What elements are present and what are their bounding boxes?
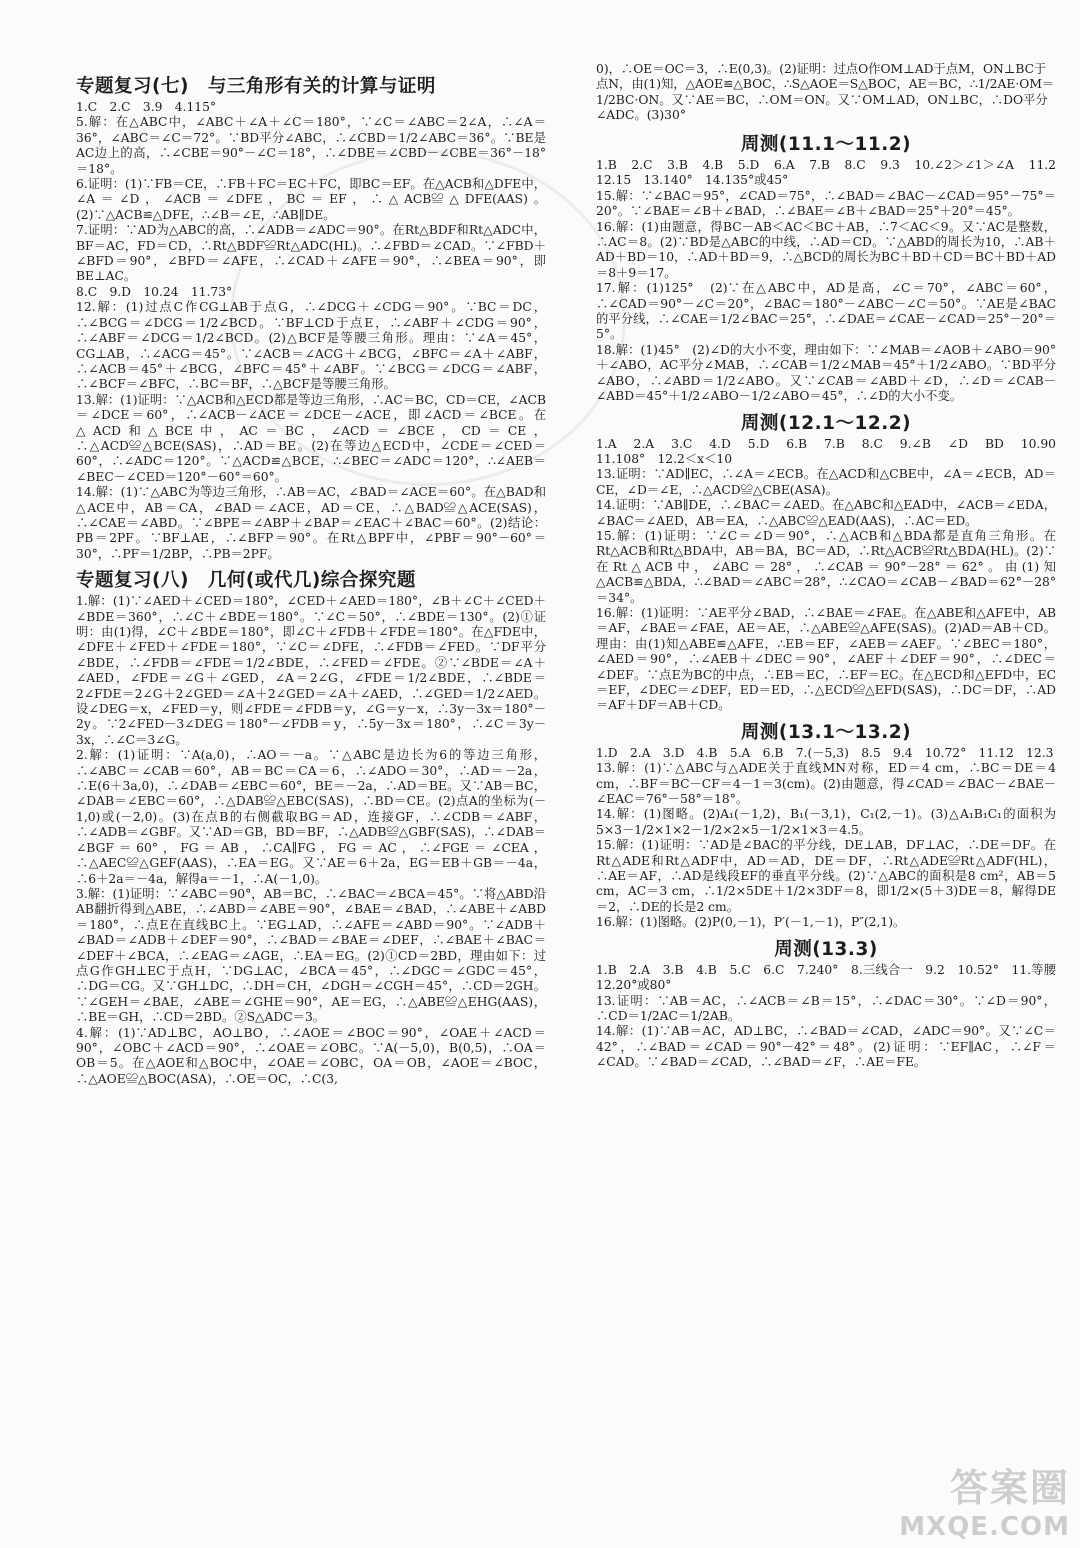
- answer-line: 1.C 2.C 3.9 4.115°: [76, 100, 217, 114]
- answer-line: 13.解：(1)证明：∵△ACB和△ECD都是等边三角形，∴AC＝BC，CD＝CE，∠ACB＝∠DCE＝60°，∴∠ACB－∠ACE＝∠DCE－∠ACE，即∠ACD＝∠BCE。在△ACD和△BCE中，AC＝BC，∠ACD＝∠BCE，CD＝CE，∴△ACD≌△BCE(SAS)，∴AD＝BE。(2)在等边△ECD中，∠CDE＝∠CED＝60°，∴∠ADC＝120°。∵△ACD≌△BCE，∴∠BEC＝∠ADC＝120°，∴∠AEB＝∠BEC－∠CED＝120°－60°＝60°。: [76, 392, 546, 484]
- answer-line: 17.解：(1)125° (2)∵在△ABC中，AD是高，∠C＝70°，∠ABC＝60°，∴∠CAD＝90°－∠C＝20°，∠BAC＝180°－∠ABC－∠C＝50°。∵AE是∠BAC的平分线，∴∠CAE＝1/2∠BAC＝25°，∴∠DAE＝∠CAE－∠CAD＝25°－20°＝5°。: [596, 281, 1056, 342]
- section-title-review-8: 专题复习(八) 几何(或代几)综合探究题: [76, 570, 416, 592]
- answer-line: 14.解：(1)∵AB＝AC，AD⊥BC，∴∠BAD＝∠CAD，∠ADC＝90°。又∵∠C＝42°，∴∠BAD＝∠CAD＝90°－42°＝48°。(2)证明：∵EF∥AC，∴∠F＝∠CAD。∵∠BAD＝∠CAD，∴∠BAD＝∠F，∴AE＝FE。: [596, 1024, 1056, 1070]
- answer-line: 4.解：(1)∵AD⊥BC，AO⊥BO，∴∠AOE＝∠BOC＝90°，∠OAE＋∠ACD＝90°，∠OBC＋∠ACD＝90°，∴∠OAE＝∠OBC。∵A(－5,0)，B(0,5)，∴OA＝OB＝5。在△AOE和△BOC中，∠OAE＝∠OBC，OA＝OB，∠AOE＝∠BOC，∴△AOE≌△BOC(ASA)，∴OE＝OC，∴C(3,: [76, 1025, 546, 1086]
- answer-line: 13.解：(1)∵△ABC与△ADE关于直线MN对称，ED＝4 cm，∴BC＝DE＝4 cm，∴BF＝BC－CF＝4－1＝3(cm)。(2)由题意，得∠CAD＝∠BAC－∠BAE－∠EAC＝76°－58°＝18°。: [596, 761, 1056, 807]
- answer-line: 1.A 2.A 3.C 4.D 5.D 6.B 7.B 8.C 9.∠B ∠D BD 10.90 11.108° 12.2＜x＜10: [596, 436, 1069, 466]
- section-title-review-7: 专题复习(七) 与三角形有关的计算与证明: [76, 76, 436, 97]
- right-column: [596, 126, 1069, 1071]
- answer-line: 13.证明：∵AB＝AC，∴∠ACB＝∠B＝15°，∴∠DAC＝30°。∵∠D＝90°，∴CD＝1/2AC＝1/2AB。: [596, 993, 1056, 1023]
- watermark-logo-text: 答案圈: [949, 1466, 1070, 1510]
- answer-line: 5.解：在△ABC中，∠ABC＋∠A＋∠C＝180°，∵∠C＝∠ABC＝2∠A，∴∠A＝36°，∠ABC＝∠C＝72°。∵BD平分∠ABC，∴∠CBD＝1/2∠ABC＝36°。∵BE是AC边上的高，∴∠CBE＝90°－∠C＝18°，∴∠DBE＝∠CBD－∠CBE＝36°－18°＝18°。: [76, 115, 546, 176]
- site-watermark: [899, 1457, 1070, 1542]
- answer-line: 14.解：(1)图略。(2)A₁(－1,2)，B₁(－3,1)，C₁(2,－1)。(3)△A₁B₁C₁的面积为5×3－1/2×1×2－1/2×2×5－1/2×1×3＝4.5。: [596, 807, 1056, 837]
- answer-line: 15.解：∵∠BAC＝95°，∠CAD＝75°，∴∠BAD＝∠BAC－∠CAD＝95°－75°＝20°。∵∠BAE＝∠B＋∠BAD，∴∠BAE＝∠B＋∠BAD＝25°＋20°＝45°。: [596, 188, 1056, 219]
- answer-line: 6.证明：(1)∵FB＝CE，∴FB＋FC＝EC＋FC，即BC＝EF。在△ACB和△DFE中，∠A＝∠D，∠ACB＝∠DFE，BC＝EF，∴△ACB≌△DFE(AAS)。(2)∵△ACB≌△DFE，∴∠B＝∠E，∴AB∥DE。: [76, 177, 546, 222]
- answer-line: 16.解：(1)图略。(2)P(0,－1)，P′(－1,－1)，P″(2,1)。: [596, 915, 906, 930]
- answer-line: 7.证明：∵AD为△ABC的高，∴∠ADB＝∠ADC＝90°。在Rt△BDF和Rt△ADC中，BF＝AC，FD＝CD，∴Rt△BDF≌Rt△ADC(HL)。∴∠FBD＝∠CAD。∵∠FBD＋∠BFD＝90°，∠BFD＝∠AFE，∴∠CAD＋∠AFE＝90°，∴∠BEA＝90°，即BE⊥AC。: [76, 223, 546, 284]
- answer-line: 14.解：(1)∵△ABC为等边三角形，∴AB＝AC，∠BAD＝∠ACE＝60°。在△BAD和△ACE中，AB＝CA，∠BAD＝∠ACE，AD＝CE，∴△BAD≌△ACE(SAS)，∴∠CAE＝∠ABD。∵∠BPE＝∠ABP＋∠BAP＝∠EAC＋∠BAC＝60°。(2)结论：PB＝2PF。∵BF⊥AE，∴∠BFP＝90°。在Rt△BPF中，∠PBF＝90°－60°＝30°，∴PF＝1/2BP，∴PB＝2PF。: [76, 485, 546, 561]
- section-title-week-13b: 周测(13.3): [774, 938, 878, 960]
- section-title-week-13a: 周测(13.1～13.2): [740, 721, 912, 743]
- carry-over-line: 0)，∴OE＝OC＝3，∴E(0,3)。(2)证明：过点O作OM⊥AD于点M，ON⊥BC于点N，由(1)知，△AOE≌△BOC，∴S△AOE＝S△BOC，AE＝BC，∴1/2AE·OM＝1/2BC·ON。又∵AE＝BC，∴OM＝ON。又∵OM⊥AD，ON⊥BC，∴DO平分∠ADC。(3)30°: [596, 62, 1055, 123]
- answer-line: 3.解：(1)证明：∵∠ABC＝90°，AB＝BC，∴∠BAC＝∠BCA＝45°。∵将△ABD沿AB翻折得到△ABE，∴∠ABD＝∠ABE＝90°，∠BAE＝∠BAD，∴∠ABE＋∠ABD＝180°，∴点E在直线BC上。∵EG⊥AD，∴∠AFE＝∠ABD＝90°。∵∠ADB＋∠BAD＝∠ADB＋∠DEF＝90°，∴∠BAD＝∠BAE＝∠DEF，∴∠BAE＋∠BAC＝∠DEF＋∠BCA，∴∠EAG＝∠AGE，∴EA＝EG。(2)①CD＝2BD，理由如下：过点G作GH⊥EC于点H，∵DG⊥AC，∠BCA＝45°，∴∠DGC＝∠GDC＝45°，∴DG＝CG。又∵GH⊥DC，∴DH＝CH，∠DGH＝∠CGH＝45°，∴CD＝2GH。∵∠GEH＝∠BAE，∠ABE＝∠GHE＝90°，AE＝EG，∴△ABE≌△EHG(AAS)，∴BE＝GH，∴CD＝2BD。②S△ADC＝3。: [76, 886, 546, 1025]
- answer-line: 15.解：(1)证明：∵AD是∠BAC的平分线，DE⊥AB，DF⊥AC，∴DE＝DF。在Rt△ADE和Rt△ADF中，AD＝AD，DE＝DF，∴Rt△ADE≌Rt△ADF(HL)，∴AE＝AF，∴AD是线段EF的垂直平分线。(2)∵△ABC的面积是8 cm²，AB＝5 cm，AC＝3 cm，∴1/2×5DE＋1/2×3DF＝8，即1/2×(5＋3)DE＝8，解得DE＝2，∴DE的长是2 cm。: [596, 838, 1056, 914]
- answer-line: 1.D 2.A 3.D 4.B 5.A 6.B 7.(－5,3) 8.5 9.4 10.72° 11.12 12.3: [596, 745, 1054, 760]
- answer-line: 15.解：(1)证明：∵∠C＝∠D＝90°，∴△ACB和△BDA都是直角三角形。在Rt△ACB和Rt△BDA中，AB＝BA，BC＝AD，∴Rt△ACB≌Rt△BDA(HL)。(2)∵在Rt△ACB中，∠ABC＝28°，∴∠CAB＝90°－28°＝62°。由(1)知△ACB≌△BDA，∴∠BAD＝∠ABC＝28°，∴∠CAO＝∠CAB－∠BAD＝62°－28°＝34°。: [596, 528, 1056, 605]
- answer-line: 13.证明：∵AD∥EC，∴∠A＝∠ECB。在△ACD和△CBE中，∠A＝∠ECB，AD＝CE，∠D＝∠E，∴△ACD≌△CBE(ASA)。: [596, 467, 1056, 497]
- watermark-url: MXQE.COM: [899, 1512, 1070, 1542]
- answer-line: 18.解：(1)45° (2)∠D的大小不变，理由如下：∵∠MAB＝∠AOB＋∠ABO＝90°＋∠ABO，AC平分∠MAB，∴∠CAB＝1/2∠MAB＝45°＋1/2∠ABO。∵BD平分∠ABO，∴∠ABD＝1/2∠ABO。又∵∠CAB＝∠ABD＋∠D，∴∠D＝∠CAB－∠ABD＝45°＋1/2∠ABO－1/2∠ABO＝45°，∴∠D的大小不变。: [596, 342, 1056, 404]
- answer-line: 14.证明：∵AB∥DE，∴∠BAC＝∠AED。在△ABC和△EAD中，∠ACB＝∠EDA，∠BAC＝∠AED，AB＝EA，∴△ABC≌△EAD(AAS)，∴AC＝ED。: [596, 498, 1056, 528]
- section-title-week-11: 周测(11.1～11.2): [740, 134, 912, 155]
- answer-line: 1.B 2.A 3.B 4.B 5.C 6.C 7.240° 8.三线合一 9.2 10.52° 11.等腰 12.20°或80°: [596, 962, 1069, 993]
- left-column: [76, 68, 546, 1087]
- answer-line: 16.解：(1)证明：∵AE平分∠BAD，∴∠BAE＝∠FAE。在△ABE和△AFE中，AB＝AF，∠BAE＝∠FAE，AE＝AE，∴△ABE≌△AFE(SAS)。(2)AD＝AB＋CD。理由：由(1)知△ABE≌△AFE，∴EB＝EF，∠AEB＝∠AEF。∵∠BEC＝180°，∠AED＝90°，∴∠AEB＋∠DEC＝90°，∠AEF＋∠DEF＝90°，∴∠DEC＝∠DEF。∵点E为BC的中点，∴EB＝EC，∴EF＝EC。在△ECD和△EFD中，EC＝EF，∠DEC＝∠DEF，ED＝ED，∴△ECD≌△EFD(SAS)，∴DC＝DF，∴AD＝AF＋DF＝AB＋CD。: [596, 605, 1056, 713]
- answer-line: 12.解：(1)过点C作CG⊥AB于点G，∴∠DCG＋∠CDG＝90°。∵BC＝DC，∴∠BCG＝∠DCG＝1/2∠BCD。∵BF⊥CD于点E，∴∠ABF＋∠CDG＝90°，∴∠ABF＝∠DCG＝1/2∠BCD。(2)△BCF是等腰三角形。理由：∵∠A＝45°，CG⊥AB，∴∠ACG＝45°。∵∠ACB＝∠ACG＋∠BCG，∠BFC＝∠A＋∠ABF，∴∠ACB＝45°＋∠BCG，∠BFC＝45°＋∠ABF。∵∠BCG＝∠DCG＝∠ABF，∴∠BCF＝∠BFC，∴BC＝BF，∴△BCF是等腰三角形。: [76, 300, 546, 392]
- section-title-week-12: 周测(12.1～12.2): [740, 412, 912, 434]
- answer-line: 1.解：(1)∵∠AED＋∠CED＝180°，∠CED＋∠AED＝180°，∠B＋∠C＋∠CED＋∠BDE＝360°，∴∠C＋∠BDE＝180°。∵∠C＝50°，∴∠BDE＝130°。(2)①证明：由(1)得，∠C＋∠BDE＝180°，即∠C＋∠FDB＋∠FDE＝180°。在△FDE中，∠DFE＋∠FED＋∠FDE＝180°，∵∠C＝∠DFE，∴∠FDB＝∠FED。∵DF平分∠BDE，∴∠FDB＝∠FDE＝1/2∠BDE，∴∠FED＝∠FDE。②∵∠BDE＝∠A＋∠AED，∠FDE＝∠G＋∠GED，∠A＝2∠G，∠FDE＝1/2∠BDE，∴∠BDE＝2∠FDE＝2∠G＋2∠GED＝∠A＋2∠GED＝∠A＋∠AED，∴∠GED＝1/2∠AED。设∠DEG＝x，∠FED＝y，则∠FDE＝∠FDB＝y，∠G＝y－x，∴3y－3x＝180°－2y。∵2∠FED－3∠DEG＝180°－∠FDB＝y，∴5y－3x＝180°，∴∠C＝3y－3x，∴∠C＝3∠G。: [76, 594, 546, 747]
- answer-line: 2.解：(1)证明：∵A(a,0)，∴AO＝－a。∵△ABC是边长为6的等边三角形，∴∠ABC＝∠CAB＝60°，AB＝BC＝CA＝6，∴∠ADO＝30°，∴AD＝－2a，∴E(6＋3a,0)，∴∠DAB＝∠EBC＝60°，BE＝－2a，∴AD＝BE。又∵AB＝BC，∠DAB＝∠EBC＝60°，∴△DAB≌△EBC(SAS)，∴BD＝CE。(2)点A的坐标为(－1,0)或(－2,0)。(3)在点B的右侧截取BG＝AD，连接GF，∴∠CDB＝∠ABF，∴∠ADB＝∠GBF。又∵AD＝GB，BD＝BF，∴△ADB≌△GBF(SAS)，∴∠DAB＝∠BGF＝60°，FG＝AB，∴CA∥FG，FG＝AC，∴∠FGE＝∠CEA，∴△AEC≌△GEF(AAS)，∴EA＝EG。又∵AE＝6＋2a，EG＝EB＋GB＝－4a，∴6＋2a＝－4a，解得a＝－1，∴A(－1,0)。: [76, 748, 546, 886]
- answer-line: 1.B 2.C 3.B 4.B 5.D 6.A 7.B 8.C 9.3 10.∠2＞∠1＞∠A 11.2 12.15 13.140° 14.135°或45°: [596, 158, 1069, 188]
- answer-line: 16.解：(1)由题意，得BC－AB＜AC＜BC＋AB，∴7＜AC＜9。又∵AC是整数，∴AC＝8。(2)∵BD是△ABC的中线，∴AD＝CD。∵△ABD的周长为10，∴AB＋AD＋BD＝10，∴AD＋BD＝9，∴△BCD的周长为BC＋BD＋CD＝BC＋BD＋AD＝8＋9＝17。: [596, 219, 1056, 280]
- answer-line: 8.C 9.D 10.24 11.73°: [76, 284, 233, 299]
